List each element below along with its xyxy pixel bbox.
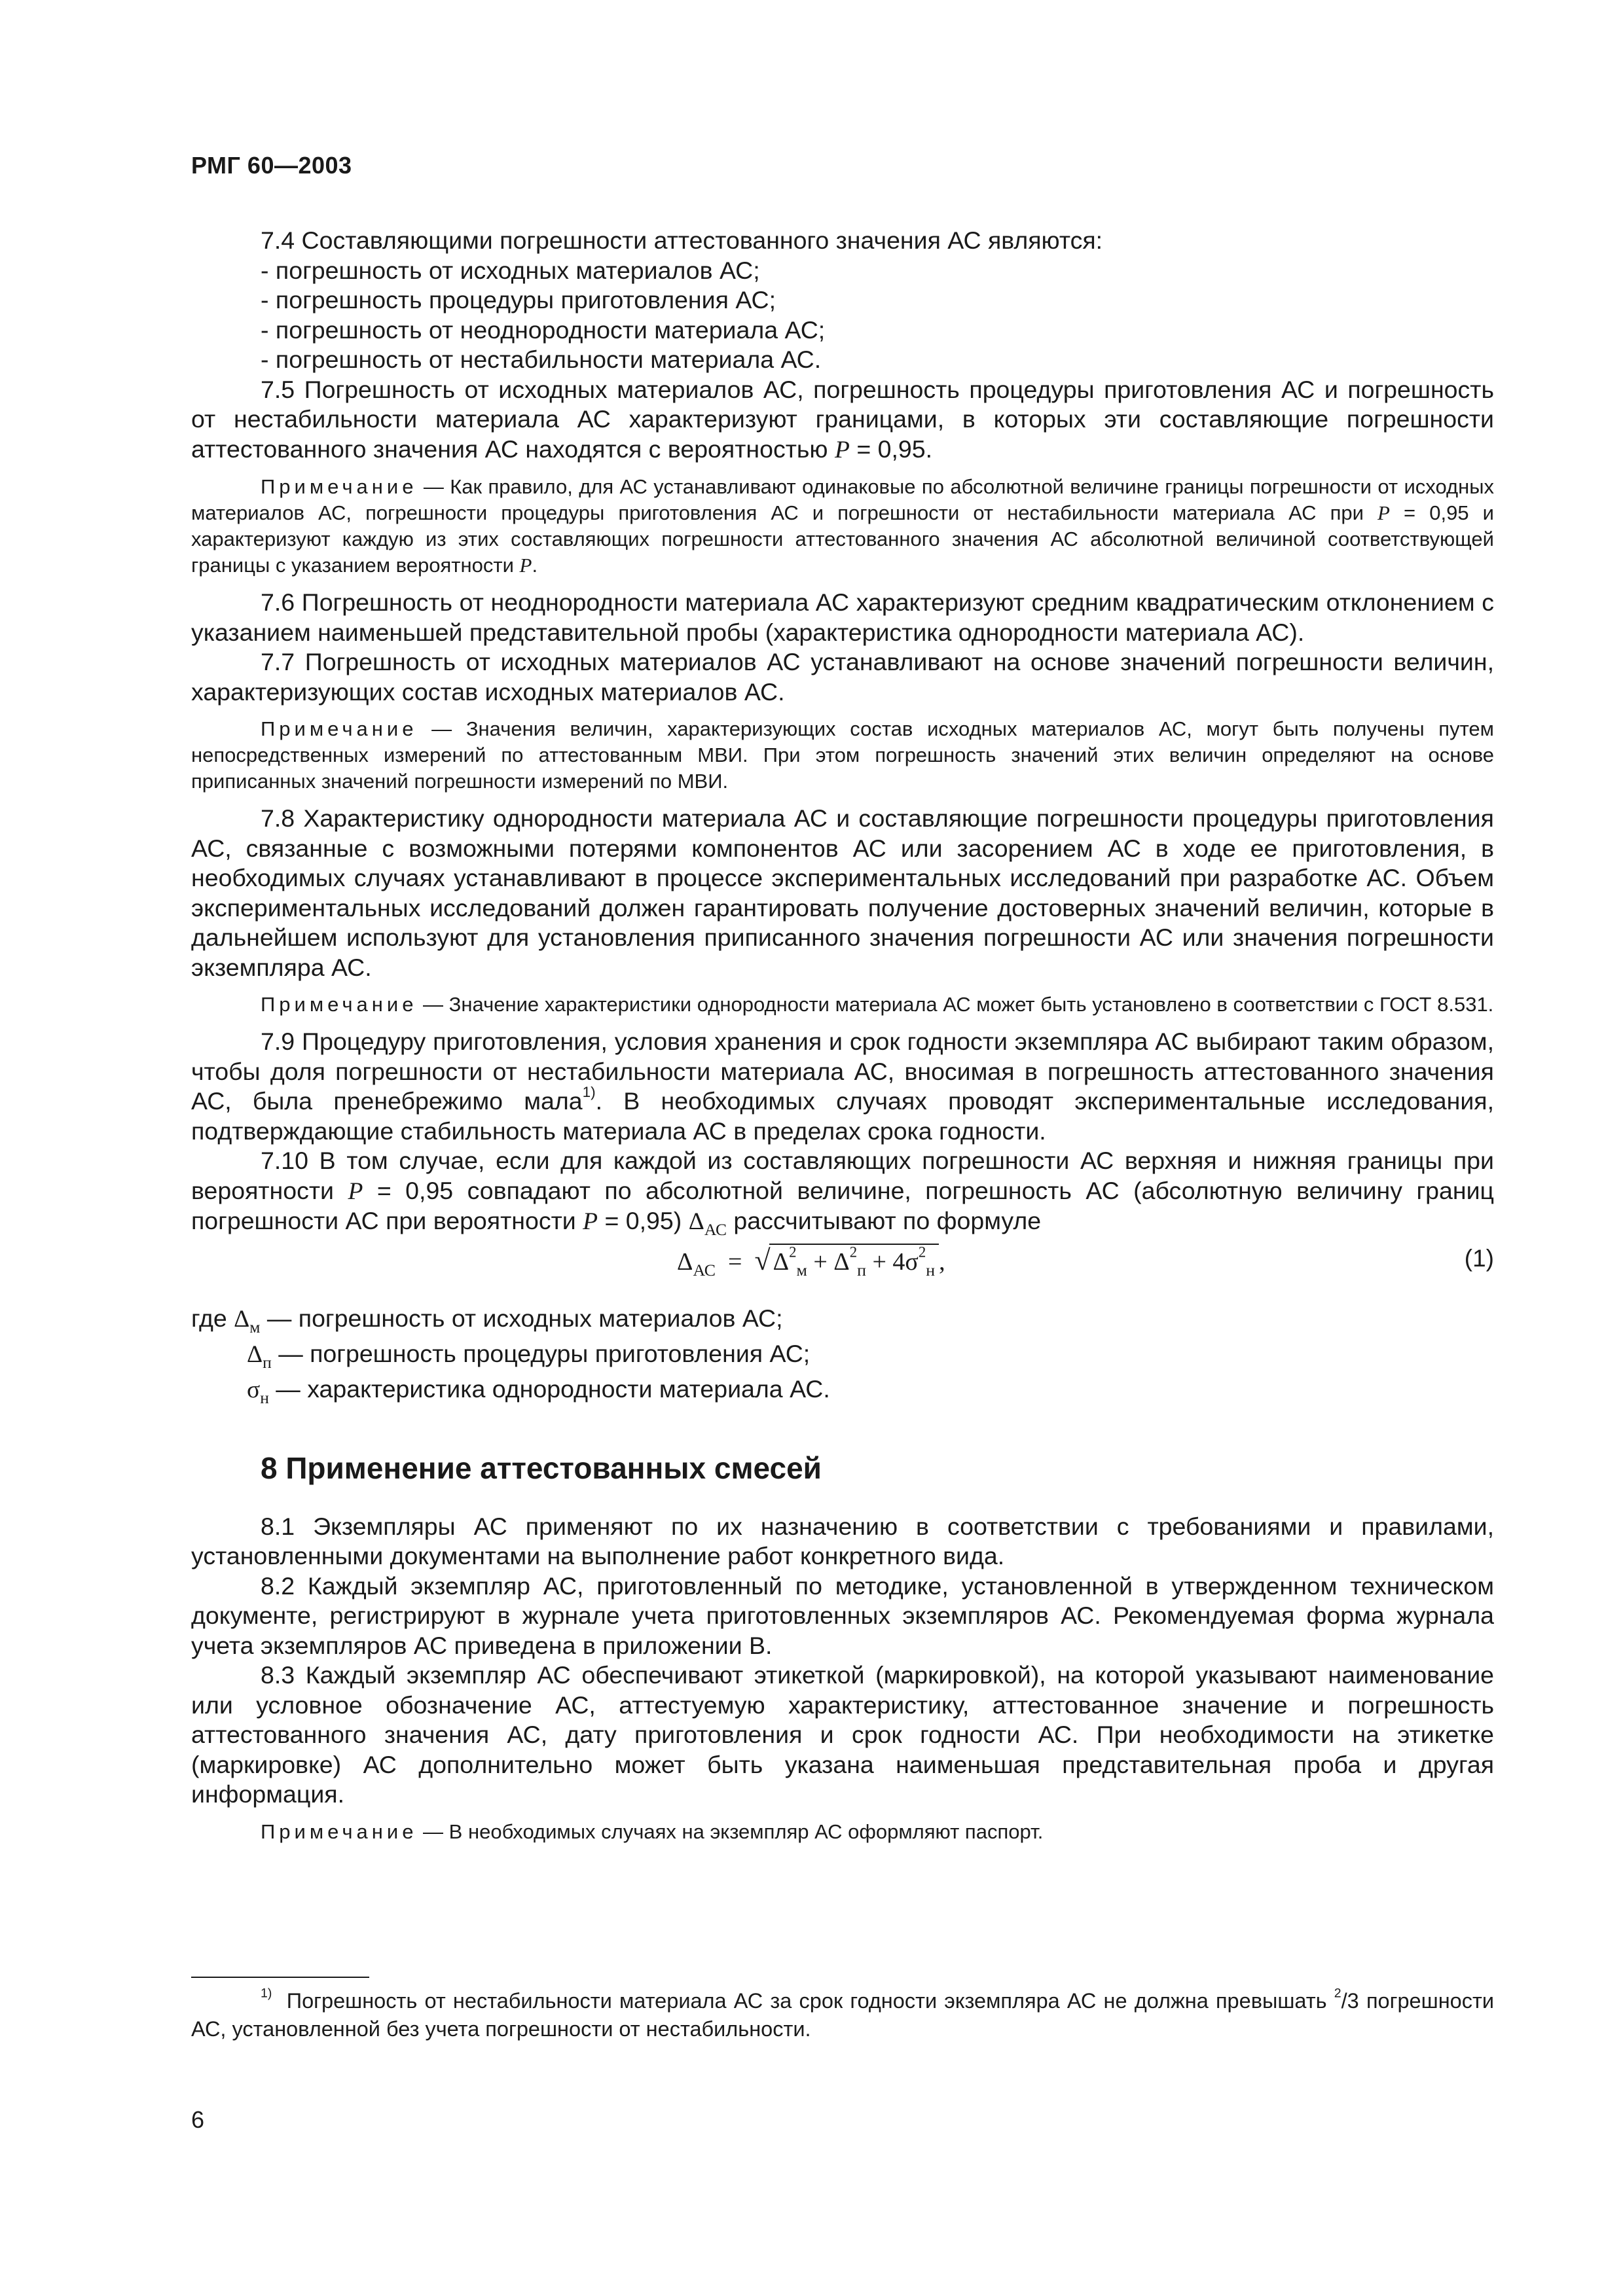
note-1-dash: — <box>417 475 450 498</box>
note-3-dash: — <box>417 993 449 1016</box>
note-4 <box>191 1819 1494 1845</box>
note-4-text: В необходимых случаях на экземпляр АС оформляют паспорт. <box>448 1820 1044 1843</box>
paragraph-7-10-part1: 7.10 В том случае, если для каждой из составляющих погрешности АС верхняя и нижняя границы при вероятности <box>191 1147 1494 1204</box>
where-dp-text: — погрешность процедуры приготовления АС; <box>278 1339 811 1367</box>
list-item-4: - погрешность от нестабильности материала АС. <box>261 346 822 373</box>
formula-number: (1) <box>1464 1244 1494 1272</box>
radicand <box>769 1244 939 1280</box>
footnote-text-part2: погрешности АС, установленной без учета погрешности от нестабильности. <box>191 1989 1495 2041</box>
subscript-ac: АС <box>704 1219 727 1239</box>
delta-glyph: Δ <box>833 1247 850 1276</box>
note-2-dash: — <box>417 717 466 740</box>
probability-symbol: P <box>834 436 850 463</box>
where-line-dp <box>191 1336 1494 1372</box>
coefficient-four: 4 <box>892 1247 905 1276</box>
paragraph-7-9-part2: . В необходимых случаях проводят экспериментальные исследования, подтверждающие стабильность материала АС в пределах срока годности. <box>191 1087 1494 1145</box>
formula-comma: , <box>939 1247 945 1276</box>
note-4-dash: — <box>417 1820 449 1843</box>
delta-ac-symbol <box>688 1208 727 1239</box>
note-2 <box>191 716 1494 795</box>
where-line-sn <box>191 1372 1494 1407</box>
footnote <box>191 1987 1494 2043</box>
plus-sign: + <box>813 1247 828 1276</box>
note-1-period: . <box>532 554 538 577</box>
fraction-numerator: 2 <box>1334 1986 1341 2001</box>
note-1-text-part2: = 0,95 и характеризуют каждую из этих составляющих погрешности аттестованного значения АС абсолютной величиной соответствующей границы с указанием вероятности <box>191 501 1494 577</box>
probability-symbol: P <box>519 554 532 577</box>
where-intro: где <box>191 1304 227 1332</box>
delta-glyph: Δ <box>247 1340 263 1368</box>
page-number: 6 <box>191 2106 205 2133</box>
probability-value: = 0,95. <box>856 435 933 463</box>
formula-delta-ac <box>677 1244 945 1280</box>
where-sn-text: — характеристика однородности материала АС. <box>276 1374 830 1403</box>
paragraph-8-2: 8.2 Каждый экземпляр АС, приготовленный по методике, установленной в утвержденном техническом документе, регистрируют в журнале учета приготовленных экземпляров АС. Рекомендуемая форма журнала учета экземпляров АС приведена в приложении В. <box>191 1571 1494 1659</box>
note-3-text: Значение характеристики однородности материала АС может быть установлено в соответствии с ГОСТ 8.531. <box>448 993 1494 1016</box>
subscript-m: м <box>249 1317 261 1336</box>
formula-row <box>191 1238 1494 1301</box>
note-4-label: Примечание <box>261 1820 418 1843</box>
delta-glyph: Δ <box>688 1208 704 1235</box>
footnote-text-part1: Погрешность от нестабильности материала АС за срок годности экземпляра АС не должна превышать <box>286 1989 1327 2013</box>
subscript-n: н <box>260 1388 269 1407</box>
footnote-reference: 1) <box>582 1083 596 1100</box>
paragraph-7-7: 7.7 Погрешность от исходных материалов АС устанавливают на основе значений погрешности величин, характеризующих состав исходных материалов АС. <box>191 648 1494 706</box>
exponent: 2 <box>918 1244 926 1261</box>
exponent: 2 <box>789 1244 797 1261</box>
delta-glyph: Δ <box>234 1305 250 1333</box>
paragraph-7-5 <box>191 375 1494 465</box>
paragraph-7-9 <box>191 1027 1494 1146</box>
section-8-heading: 8 Применение аттестованных смесей <box>261 1450 822 1485</box>
note-2-label: Примечание <box>261 717 418 740</box>
footnote-separator <box>191 1977 369 1978</box>
paragraph-7-4: 7.4 Составляющими погрешности аттестованного значения АС являются: <box>261 226 1103 254</box>
footnote-mark: 1) <box>261 1986 272 2001</box>
paragraph-7-6: 7.6 Погрешность от неоднородности материала АС характеризуют средним квадратическим отклонением с указанием наименьшей представительной пробы (характеристика однородности материала АС). <box>191 588 1494 646</box>
note-3-label: Примечание <box>261 993 418 1016</box>
probability-symbol: P <box>1377 501 1390 524</box>
subscript-n: н <box>926 1260 936 1280</box>
note-1-text-part1: Как правило, для АС устанавливают одинаковые по абсолютной величине границы погрешности от исходных материалов АС, погрешности процедуры приготовления АС и погрешности от нестабильности материала АС при <box>191 475 1495 524</box>
paragraph-7-8: 7.8 Характеристику однородности материала АС и составляющие погрешности процедуры приготовления АС, связанные с возможными потерями компонентов АС или засорением АС в ходе ее приготовления, в необходимых случаях устанавливают в процессе экспериментальных исследований при разработке АС. Объем экспериментальных исследований должен гарантировать получение достоверных значений величин, которые в дальнейшем используют для установления приписанного значения погрешности АС или значения погрешности экземпляра АС. <box>191 804 1494 981</box>
list-item-3: - погрешность от неоднородности материала АС; <box>261 315 826 344</box>
subscript-p: п <box>857 1260 866 1280</box>
probability-symbol: P <box>348 1177 363 1205</box>
list-item-1: - погрешность от исходных материалов АС; <box>261 256 760 284</box>
document-code-header: РМГ 60—2003 <box>191 152 352 179</box>
square-root-icon: √ <box>754 1244 771 1276</box>
subscript-p: п <box>263 1352 272 1372</box>
note-1 <box>191 474 1494 579</box>
delta-p-symbol <box>247 1340 272 1372</box>
subscript-m: м <box>796 1260 807 1280</box>
where-dm-text: — погрешность от исходных материалов АС; <box>266 1304 783 1332</box>
list-item-2: - погрешность процедуры приготовления АС; <box>261 286 776 314</box>
sigma-glyph: σ <box>905 1247 919 1276</box>
note-2-text: Значения величин, характеризующих состав исходных материалов АС, могут быть получены путем непосредственных измерений по аттестованным МВИ. При этом погрешность значений этих величин определяют на основе приписанных значений погрешности измерений по МВИ. <box>191 717 1494 793</box>
note-3 <box>191 992 1494 1018</box>
paragraph-7-5-text: 7.5 Погрешность от исходных материалов АС, погрешность процедуры приготовления АС и погрешность от нестабильности материала АС характеризуют границами, в которых эти составляющие погрешности аттестованного значения АС находятся с вероятностью <box>191 375 1494 463</box>
paragraph-8-3: 8.3 Каждый экземпляр АС обеспечивают этикеткой (маркировкой), на которой указывают наименование или условное обозначение АС, аттестуемую характеристику, аттестованное значение и погрешность аттестованного значения АС, дату приготовления и срок годности АС. При необходимости на этикетке (маркировке) АС дополнительно может быть указана наименьшая представительная проба и другая информация. <box>191 1661 1494 1808</box>
plus-sign: + <box>872 1247 886 1276</box>
delta-glyph: Δ <box>677 1247 693 1276</box>
paragraph-7-10-part4: рассчитывают по формуле <box>733 1207 1042 1234</box>
sigma-glyph: σ <box>247 1376 261 1403</box>
note-1-label: Примечание <box>261 475 418 498</box>
subscript-ac: АС <box>693 1260 716 1280</box>
delta-glyph: Δ <box>773 1247 790 1276</box>
document-body <box>191 226 1494 1854</box>
probability-symbol: P <box>583 1208 598 1235</box>
exponent: 2 <box>849 1244 858 1261</box>
paragraph-7-9-part1: 7.9 Процедуру приготовления, условия хранения и срок годности экземпляра АС выбирают таким образом, чтобы доля погрешности от нестабильности материала АС, вносимая в погрешность аттестованного значения АС, была пренебрежимо мала <box>191 1028 1494 1115</box>
delta-m-symbol <box>234 1305 261 1336</box>
paragraph-7-10 <box>191 1146 1494 1237</box>
sigma-n-symbol <box>247 1376 269 1407</box>
fraction-denominator: /3 <box>1341 1989 1359 2013</box>
paragraph-7-10-part2: = 0,95 совпадают по абсолютной величине, погрешность АС (абсолютную величину границ погрешности АС при вероятности <box>191 1176 1494 1234</box>
where-line-dm <box>191 1301 1494 1336</box>
paragraph-8-1: 8.1 Экземпляры АС применяют по их назначению в соответствии с требованиями и правилами, установленными документами на выполнение работ конкретного вида. <box>191 1512 1494 1570</box>
equals-sign: = <box>728 1247 742 1276</box>
paragraph-7-10-part3: = 0,95) <box>604 1207 682 1234</box>
